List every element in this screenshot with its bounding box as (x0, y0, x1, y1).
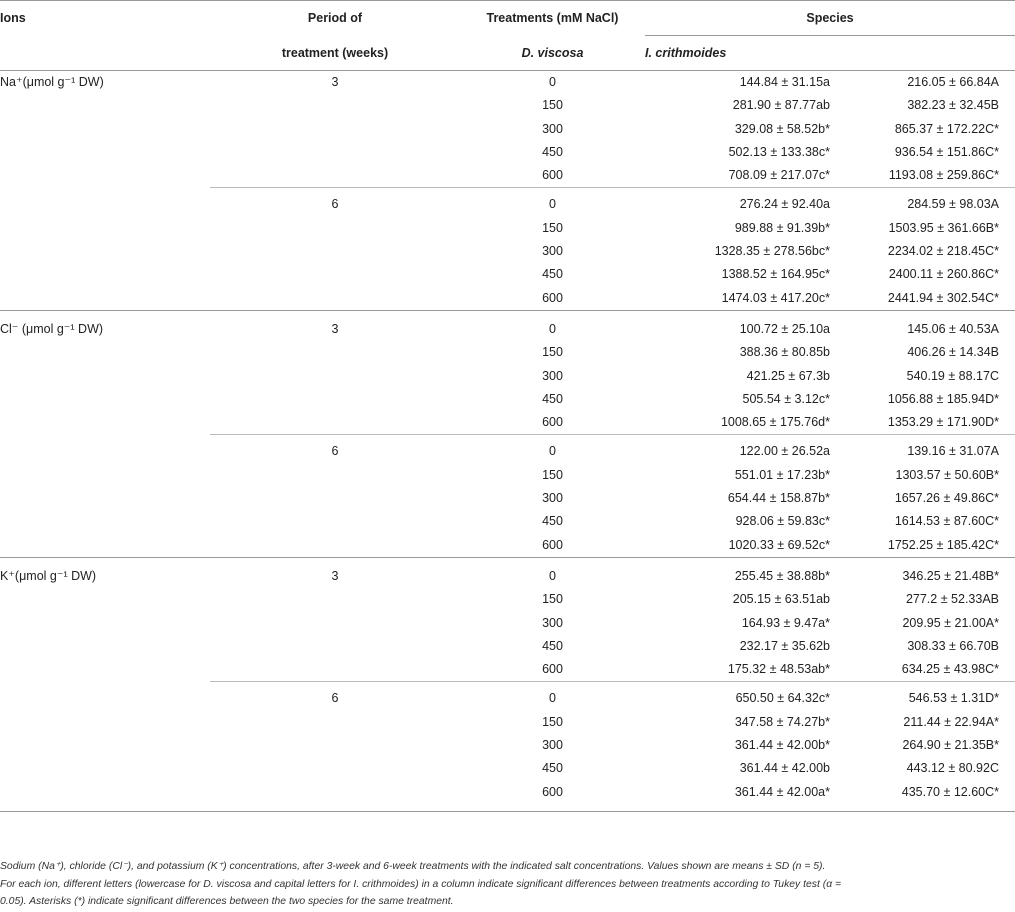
dviscosa-cell: 1328.35 ± 278.56bc* (714, 244, 830, 259)
icrithmoides-cell: 145.06 ± 40.53A (885, 310, 1015, 341)
table-row (0, 557, 1015, 588)
table-row (0, 487, 1015, 510)
dviscosa-cell: 361.44 ± 42.00b* (734, 738, 830, 753)
table-row (0, 263, 1015, 286)
dviscosa-cell: 255.45 ± 38.88b* (645, 557, 885, 588)
dviscosa-cell: 122.00 ± 26.52a (645, 435, 885, 464)
table-row (0, 411, 1015, 435)
treatment-cell: 150 (542, 592, 563, 607)
treatment-cell: 300 (542, 491, 563, 506)
table-row (0, 240, 1015, 263)
treatment-cell: 450 (542, 514, 563, 529)
treatment-cell: 150 (542, 345, 563, 360)
dviscosa-cell: 1474.03 ± 417.20c* (721, 290, 830, 305)
dviscosa-cell: 232.17 ± 35.62b (739, 638, 830, 653)
treatment-cell: 300 (542, 738, 563, 753)
dviscosa-cell: 708.09 ± 217.07c* (728, 168, 830, 183)
table-row (0, 164, 1015, 188)
table-row (0, 510, 1015, 533)
table-row (0, 534, 1015, 558)
icrithmoides-cell: 1752.25 ± 185.42C* (887, 537, 999, 552)
period-label: 3 (331, 75, 339, 89)
dviscosa-cell: 505.54 ± 3.12c* (742, 391, 830, 406)
icrithmoides-cell: 540.19 ± 88.17C (906, 368, 999, 383)
icrithmoides-cell: 284.59 ± 98.03A (885, 188, 1015, 217)
icrithmoides-cell: 1503.95 ± 361.66B* (888, 220, 999, 235)
table-row (0, 682, 1015, 711)
icrithmoides-cell: 211.44 ± 22.94A* (903, 714, 999, 729)
header-species-ic: I. crithmoides (645, 46, 727, 60)
treatment-cell: 600 (542, 290, 563, 305)
ion-label: Na⁺(μmol g⁻¹ DW) (0, 75, 104, 89)
dviscosa-cell: 928.06 ± 59.83c* (735, 514, 830, 529)
table-row (0, 612, 1015, 635)
dviscosa-cell: 100.72 ± 25.10a (645, 310, 885, 341)
icrithmoides-cell: 264.90 ± 21.35B* (902, 738, 999, 753)
icrithmoides-cell: 2234.02 ± 218.45C* (887, 244, 999, 259)
treatment-cell: 0 (460, 682, 645, 711)
table-row (0, 388, 1015, 411)
dviscosa-cell: 1008.65 ± 175.76d* (720, 415, 830, 430)
treatment-cell: 300 (542, 244, 563, 259)
treatment-cell: 300 (542, 121, 563, 136)
dviscosa-cell: 164.93 ± 9.47a* (741, 615, 830, 630)
icrithmoides-cell: 216.05 ± 66.84A (907, 75, 999, 89)
treatment-cell: 0 (549, 75, 556, 89)
icrithmoides-cell: 1056.88 ± 185.94D* (887, 391, 999, 406)
dviscosa-cell: 144.84 ± 31.15a (739, 75, 830, 89)
icrithmoides-cell: 406.26 ± 14.34B (907, 345, 999, 360)
icrithmoides-cell: 1353.29 ± 171.90D* (887, 415, 999, 430)
caption-line-2: For each ion, different letters (lowercase for D. viscosa and capital letters for I. crithmoides) in a column indicate significant differences between treatments according to Tukey test (α = (0, 878, 842, 890)
table-row (0, 658, 1015, 682)
dviscosa-cell: 1388.52 ± 164.95c* (721, 267, 830, 282)
icrithmoides-cell: 634.25 ± 43.98C* (901, 662, 999, 677)
icrithmoides-cell: 209.95 ± 21.00A* (902, 615, 999, 630)
treatment-cell: 600 (542, 537, 563, 552)
table-row (0, 711, 1015, 734)
caption-line-3: 0.05). Asterisks (*) indicate significant differences between the two species for the same treatment. (0, 896, 454, 907)
icrithmoides-cell: 435.70 ± 12.60C* (885, 781, 1015, 812)
dviscosa-cell: 388.36 ± 80.85b (739, 345, 830, 360)
period-label: 3 (210, 310, 460, 341)
treatment-cell: 300 (542, 615, 563, 630)
icrithmoides-cell: 382.23 ± 32.45B (907, 98, 999, 113)
period-label: 6 (210, 682, 460, 711)
dviscosa-cell: 654.44 ± 158.87b* (727, 491, 830, 506)
table-row (0, 141, 1015, 164)
icrithmoides-cell: 139.16 ± 31.07A (885, 435, 1015, 464)
header-species-dv: D. viscosa (521, 45, 584, 60)
table-row (0, 365, 1015, 388)
treatment-cell: 600 (542, 662, 563, 677)
treatment-cell: 450 (542, 638, 563, 653)
icrithmoides-cell: 865.37 ± 172.22C* (894, 121, 999, 136)
table-row (0, 118, 1015, 141)
table-row (0, 781, 1015, 812)
treatment-cell: 150 (542, 98, 563, 113)
treatment-cell: 450 (542, 391, 563, 406)
treatment-cell: 150 (542, 220, 563, 235)
dviscosa-cell: 175.32 ± 48.53ab* (727, 662, 830, 677)
dviscosa-cell: 650.50 ± 64.32c* (645, 682, 885, 711)
dviscosa-cell: 361.44 ± 42.00a* (645, 781, 885, 812)
treatment-cell: 300 (542, 368, 563, 383)
period-label: 3 (210, 557, 460, 588)
table-row (0, 188, 1015, 217)
table-row (0, 94, 1015, 117)
icrithmoides-cell: 277.2 ± 52.33AB (905, 592, 999, 607)
icrithmoides-cell: 1193.08 ± 259.86C* (888, 168, 999, 183)
dviscosa-cell: 989.88 ± 91.39b* (734, 220, 830, 235)
period-label: 6 (210, 435, 460, 464)
treatment-cell: 600 (460, 781, 645, 812)
treatment-cell: 0 (460, 557, 645, 588)
treatment-cell: 150 (542, 714, 563, 729)
header-period-line1: Period of (210, 1, 460, 36)
table-row (0, 71, 1015, 95)
icrithmoides-cell: 346.25 ± 21.48B* (885, 557, 1015, 588)
dviscosa-cell: 281.90 ± 87.77ab (732, 98, 830, 113)
table-row (0, 635, 1015, 658)
table-row (0, 217, 1015, 240)
dviscosa-cell: 421.25 ± 67.3b (746, 368, 830, 383)
dviscosa-cell: 205.15 ± 63.51ab (732, 592, 830, 607)
treatment-cell: 600 (542, 415, 563, 430)
icrithmoides-cell: 2400.11 ± 260.86C* (888, 267, 999, 282)
dviscosa-cell: 502.13 ± 133.38c* (728, 144, 830, 159)
dviscosa-cell: 1020.33 ± 69.52c* (728, 537, 830, 552)
treatment-cell: 450 (542, 267, 563, 282)
ion-label: K⁺(μmol g⁻¹ DW) (0, 557, 210, 588)
ion-label: Cl⁻ (μmol g⁻¹ DW) (0, 310, 210, 341)
treatment-cell: 600 (542, 168, 563, 183)
treatment-cell: 450 (542, 761, 563, 776)
header-species: Species (645, 1, 1015, 36)
dviscosa-cell: 329.08 ± 58.52b* (734, 121, 830, 136)
dviscosa-cell: 347.58 ± 74.27b* (734, 714, 830, 729)
dviscosa-cell: 276.24 ± 92.40a (645, 188, 885, 217)
icrithmoides-cell: 1614.53 ± 87.60C* (894, 514, 999, 529)
dviscosa-cell: 361.44 ± 42.00b (739, 761, 830, 776)
table-row (0, 287, 1015, 311)
icrithmoides-cell: 2441.94 ± 302.54C* (887, 290, 999, 305)
treatment-cell: 0 (460, 188, 645, 217)
table-body (0, 71, 1015, 812)
caption-line-1: Sodium (Na⁺), chloride (Cl⁻), and potassium (K⁺) concentrations, after 3-week and 6-week treatments with the indicated salt concentrations. Values shown are means ± SD (n = 5). (0, 861, 826, 872)
icrithmoides-cell: 1657.26 ± 49.86C* (894, 491, 999, 506)
treatment-cell: 450 (542, 144, 563, 159)
dviscosa-cell: 551.01 ± 17.23b* (734, 467, 830, 482)
table-row (0, 464, 1015, 487)
icrithmoides-cell: 1303.57 ± 50.60B* (895, 467, 999, 482)
icrithmoides-cell: 308.33 ± 66.70B (907, 638, 999, 653)
treatment-cell: 150 (542, 467, 563, 482)
table-caption (0, 858, 1010, 911)
table-row (0, 435, 1015, 464)
icrithmoides-cell: 936.54 ± 151.86C* (894, 144, 999, 159)
icrithmoides-cell: 443.12 ± 80.92C (906, 761, 999, 776)
treatment-cell: 0 (460, 435, 645, 464)
header-ions: Ions (0, 1, 210, 36)
table-row (0, 734, 1015, 757)
table-row (0, 341, 1015, 364)
treatment-cell: 0 (460, 310, 645, 341)
header-treatments: Treatments (mM NaCl) (460, 1, 645, 36)
icrithmoides-cell: 546.53 ± 1.31D* (885, 682, 1015, 711)
table-row (0, 588, 1015, 611)
header-period-line2: treatment (weeks) (210, 36, 460, 71)
table-row (0, 757, 1015, 780)
table-row (0, 310, 1015, 341)
period-label: 6 (210, 188, 460, 217)
